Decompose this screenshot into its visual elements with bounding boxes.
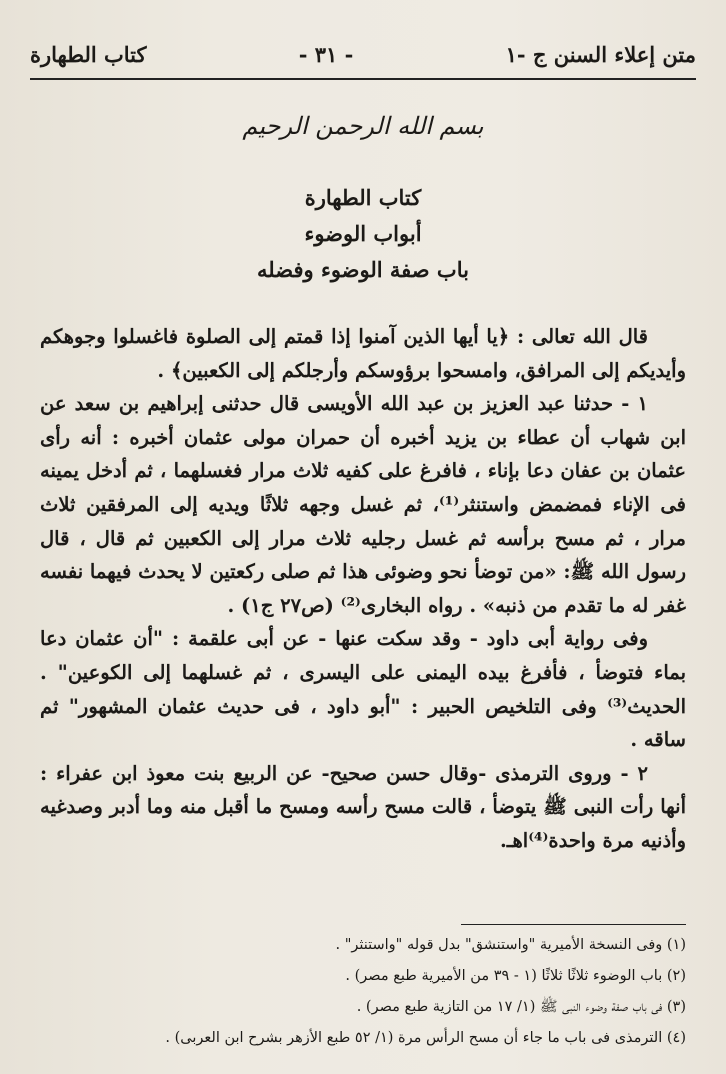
footnote-separator: [461, 924, 686, 925]
footnotes: [40, 930, 686, 1054]
paragraph: قال الله تعالى : ﴿يا أيها الذين آمنوا إذا قمتم إلى الصلوة فاغسلوا وجوهكم وأيديكم إلى المرافق، وامسحوا برؤوسكم وأرجلكم إلى الكعبين﴾ .: [40, 325, 686, 382]
paragraph: ٢ - وروى الترمذى -وقال حسن صحيح- عن الربيع بنت معوذ ابن عفراء : أنها رأت النبى ﷺ يتوضأ ، قالت مسح رأسه ومسح ما أقبل منه وما أدبر وصدغيه وأذنيه مرة واحدة⁽⁴⁾اهـ.: [40, 761, 686, 852]
header-page-number: - ٣١ -: [298, 41, 354, 67]
header-book-title: متن إعلاء السنن ج -١: [505, 41, 696, 67]
footnote: (١) وفى النسخة الأميرية "واستنشق" بدل قوله "واستنثر" .: [335, 937, 686, 953]
footnote: (٣) فى باب صفة وضوء النبى ﷺ (١/ ١٧ من التازية طبع مصر) .: [356, 999, 686, 1015]
footnote: (٢) باب الوضوء ثلاثًا ثلاثًا (١ - ٣٩ من الأميرية طبع مصر) .: [345, 968, 686, 984]
basmala: بسم الله الرحمن الرحيم: [242, 112, 484, 140]
chapter-title: أبواب الوضوء: [304, 221, 422, 246]
running-header: [30, 36, 696, 72]
section-title: باب صفة الوضوء وفضله: [257, 257, 469, 282]
paragraph: وفى رواية أبى داود - وقد سكت عنها - عن أبى علقمة : "أن عثمان دعا بماء فتوضأ ، فأفرغ بيده اليمنى على اليسرى ، ثم غسلهما إلى الكوعين" . الحديث⁽³⁾ وفى التلخيص الحبير : "أبو داود ، فى حديث عثمان المشهور" ثم ساقه .: [40, 627, 686, 752]
header-chapter-title: كتاب الطهارة: [30, 41, 147, 67]
paragraph: ١ - حدثنا عبد العزيز بن عبد الله الأويسى قال حدثنى إبراهيم بن سعد عن ابن شهاب أن عطاء بن يزيد أخبره أن حمران مولى عثمان أخبره : أنه رأى عثمان بن عفان دعا بإناء ، فافرغ على كفيه ثلاث مرار فغسلهما ، ثم أدخل يمينه فى الإناء فمضمض واستنثر⁽¹⁾، ثم غسل وجهه ثلاثًا ويديه إلى المرفقين ثلاث مرار ، ثم مسح برأسه ثم غسل رجليه ثلاث مرار إلى الكعبين ثم قال ، قال رسول الله ﷺ: «من توضأ نحو وضوئى هذا ثم صلى ركعتين لا يحدث فيهما نفسه غفر له ما تقدم من ذنبه» . رواه البخارى⁽²⁾ (ص٢٧ ج١) .: [40, 392, 686, 617]
header-rule: [30, 78, 696, 80]
section-headings: [0, 180, 726, 288]
book-title: كتاب الطهارة: [304, 185, 422, 210]
footnote: (٤) الترمذى فى باب ما جاء أن مسح الرأس مرة (١/ ٥٢ طبع الأزهر بشرح ابن العربى) .: [165, 1030, 686, 1046]
main-text: [40, 320, 686, 858]
